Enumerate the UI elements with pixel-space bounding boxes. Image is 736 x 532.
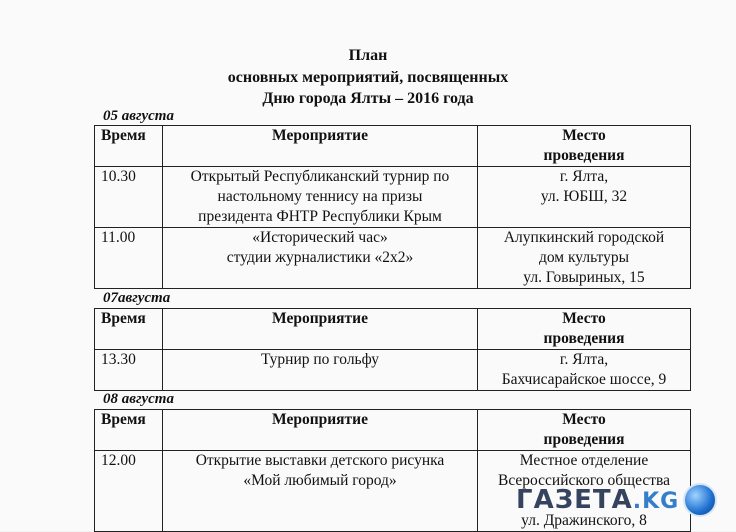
place-line: г. Ялта, [559,351,609,368]
header-event: Мероприятие [163,410,478,451]
event-line: Открытый Республиканский турнир по [190,168,450,185]
row-time: 12.00 [95,451,163,532]
table-header-row [95,410,691,451]
table-row [95,228,691,289]
header-place [478,410,691,451]
row-event [163,228,478,289]
title-line-3: Дню города Ялты – 2016 года [262,90,474,107]
row-event [163,451,478,532]
title-line-2: основных мероприятий, посвященных [227,69,509,86]
event-line: Открытие выставки детского рисунка [195,452,445,469]
header-event: Мероприятие [163,126,478,167]
header-event: Мероприятие [163,309,478,350]
header-place-line: проведения [543,431,625,448]
watermark-logo [516,480,728,520]
row-time: 10.30 [95,167,163,228]
section-date-aug07: 07августа [103,290,171,306]
table-row [95,350,691,391]
header-time: Время [95,410,163,451]
place-line: г. Ялта, [559,168,609,185]
table-row [95,167,691,228]
event-line: Турнир по гольфу [260,351,380,368]
schedule-table-aug05 [94,125,691,289]
place-line: ул. ЮБШ, 32 [540,188,628,205]
watermark-suffix: .KG [632,489,680,514]
table-header-row [95,309,691,350]
row-place [478,167,691,228]
schedule-table-aug07 [94,308,691,391]
section-date-aug05: 05 августа [103,108,174,124]
event-line: президента ФНТР Республики Крым [198,208,442,225]
header-place [478,126,691,167]
event-line: «Мой любимый город» [243,472,397,489]
table-header-row [95,126,691,167]
row-event [163,350,478,391]
globe-icon [683,483,717,517]
place-line: дом культуры [538,249,630,266]
header-place-line: Место [562,310,606,327]
place-line: ул. Говыриных, 15 [523,269,645,286]
row-time: 13.30 [95,350,163,391]
event-line: студии журналистики «2х2» [226,249,414,266]
place-line: ул. Дражинского, 8 [521,512,647,529]
place-line: Алупкинский городской [503,229,665,246]
place-line: Всероссийского общества [498,472,670,489]
header-place-line: Место [562,411,606,428]
header-place-line: проведения [543,330,625,347]
event-line: настольному теннису на призы [217,188,423,205]
row-place [478,350,691,391]
header-time: Время [95,126,163,167]
row-event [163,167,478,228]
header-place-line: проведения [543,147,625,164]
header-place [478,309,691,350]
row-place [478,228,691,289]
title-line-1: План [348,47,388,64]
place-line: Местное отделение [519,452,649,469]
place-line: Бахчисарайское шоссе, 9 [501,371,667,388]
header-time: Время [95,309,163,350]
event-line: «Исторический час» [252,229,388,246]
watermark-text [516,485,679,515]
watermark-name: ГАЗЕТА [516,485,633,515]
header-place-line: Место [562,127,606,144]
row-time: 11.00 [95,228,163,289]
section-date-aug08: 08 августа [103,391,174,407]
